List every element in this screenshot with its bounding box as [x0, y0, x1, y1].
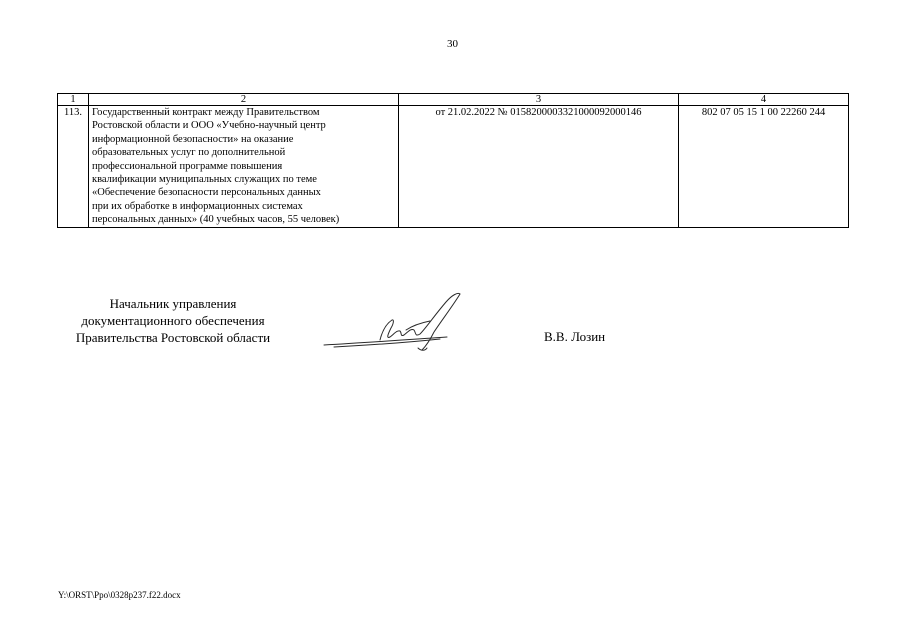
signer-name: В.В. Лозин [544, 329, 606, 344]
signatory-title-line: Начальник управления [109, 296, 237, 311]
table-row [58, 106, 849, 228]
row-budget-code: 802 07 05 15 1 00 22260 244 [679, 106, 849, 228]
page-number: 30 [447, 38, 458, 50]
description-line: профессиональной программе повышения [92, 160, 283, 172]
description-line: Ростовской области и ООО «Учебно-научный центр [92, 120, 326, 132]
column-header-1: 1 [58, 94, 89, 106]
signatory-title-line: Правительства Ростовской области [75, 330, 271, 345]
handwritten-signature [322, 290, 472, 356]
description-line: образовательных услуг по дополнительной [92, 147, 286, 159]
table-header-row [58, 94, 849, 106]
column-header-4: 4 [679, 94, 849, 106]
description-line: Государственный контракт между Правительством [92, 107, 320, 118]
file-path: Y:\ORST\Ppo\0328p237.f22.docx [58, 590, 181, 600]
description-line: «Обеспечение безопасности персональных данных [92, 187, 321, 199]
description-line: персональных данных» (40 учебных часов, 55 человек) [92, 214, 340, 226]
column-header-2: 2 [89, 94, 399, 106]
contracts-table [57, 93, 849, 228]
row-contract: от 21.02.2022 № 0158200003321000092000146 [399, 106, 679, 228]
row-number: 113. [58, 106, 89, 228]
row-description [89, 106, 399, 228]
signatory-title-line: документационного обеспечения [81, 313, 265, 328]
description-line: информационной безопасности» на оказание [92, 133, 294, 145]
description-line: квалификации муниципальных служащих по теме [92, 174, 317, 186]
column-header-3: 3 [399, 94, 679, 106]
signatory-title [58, 295, 288, 346]
description-line: при их обработке в информационных системах [92, 200, 303, 212]
